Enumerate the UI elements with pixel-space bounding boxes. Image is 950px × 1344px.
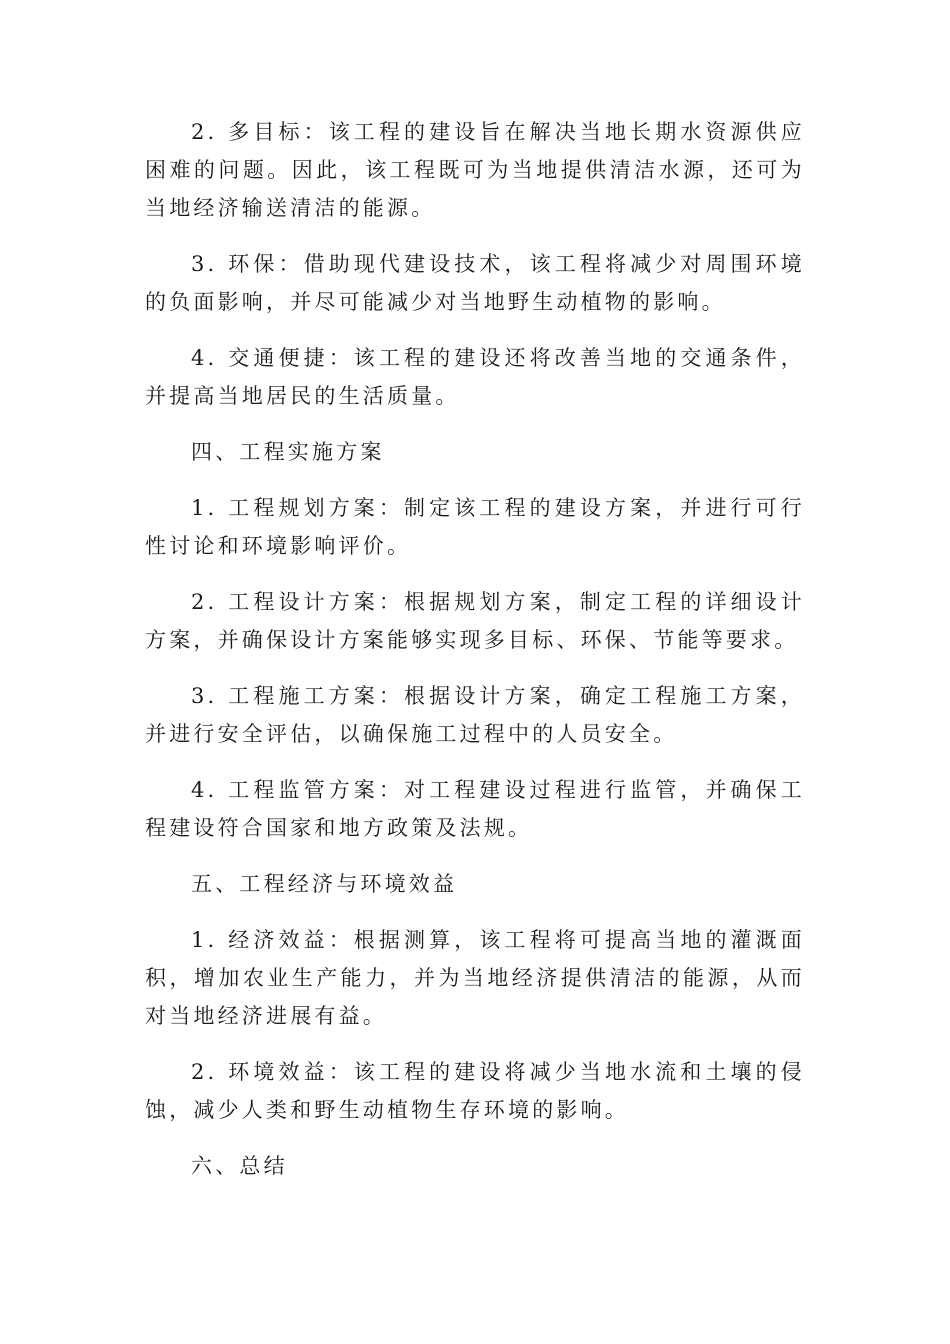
section-heading-benefits: 五、工程经济与环境效益 [191,872,458,896]
paragraph-construction-plan: 3. 工程施工方案：根据设计方案，确定工程施工方案，并进行安全评估，以确保施工过程中的人员安全。 [145,684,805,746]
paragraph-multi-objective: 2. 多目标：该工程的建设旨在解决当地长期水资源供应困难的问题。因此，该工程既可为当地提供清洁水源，还可为当地经济输送清洁的能源。 [145,120,805,220]
paragraph-environmental: 3. 环保：借助现代建设技术，该工程将减少对周围环境的负面影响，并尽可能减少对当地野生动植物的影响。 [145,252,805,314]
paragraph-transport: 4. 交通便捷：该工程的建设还将改善当地的交通条件，并提高当地居民的生活质量。 [145,346,805,408]
paragraph-environmental-benefit: 2. 环境效益：该工程的建设将减少当地水流和土壤的侵蚀，减少人类和野生动植物生存环境的影响。 [145,1060,805,1122]
section-heading-summary: 六、总结 [191,1154,288,1178]
paragraph-economic-benefit: 1. 经济效益：根据测算，该工程将可提高当地的灌溉面积，增加农业生产能力，并为当地经济提供清洁的能源，从而对当地经济进展有益。 [145,928,805,1028]
paragraph-planning-plan: 1. 工程规划方案：制定该工程的建设方案，并进行可行性讨论和环境影响评价。 [145,496,805,558]
paragraph-design-plan: 2. 工程设计方案：根据规划方案，制定工程的详细设计方案，并确保设计方案能够实现多目标、环保、节能等要求。 [145,590,805,652]
section-heading-implementation: 四、工程实施方案 [191,440,385,464]
paragraph-supervision-plan: 4. 工程监管方案：对工程建设过程进行监管，并确保工程建设符合国家和地方政策及法规。 [145,778,805,840]
